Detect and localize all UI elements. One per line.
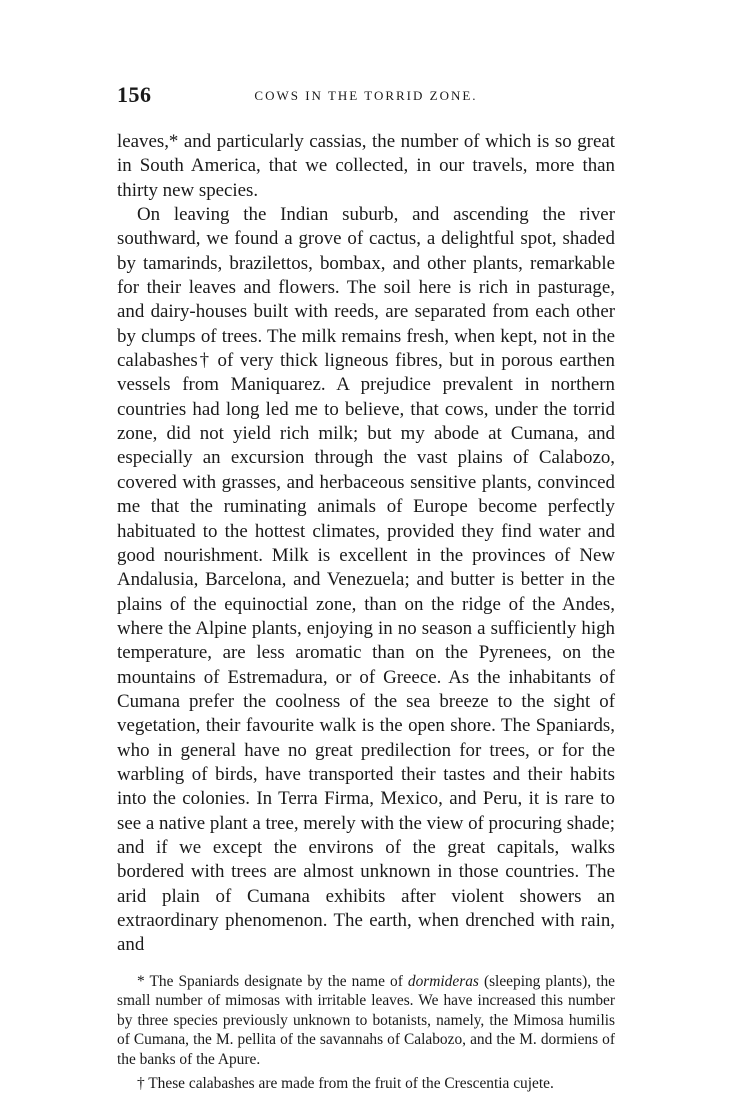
book-page [117,82,615,1093]
page-number: 156 [117,82,152,107]
footnotes [117,972,615,1093]
paragraph-cumana-milk: On leaving the Indian suburb, and ascending the river southward, we found a grove of cactus, a delightful spot, shaded by tamarinds, brazilettos, bombax, and other plants, remarkable for their leaves and flowers. The soil here is rich in pasturage, and dairy-houses built with reeds, are separated from each other by clumps of trees. The milk remains fresh, when kept, not in the calabashes† of very thick ligneous fibres, but in porous earthen vessels from Maniquarez. A prejudice prevalent in northern countries had long led me to believe, that cows, under the torrid zone, did not yield rich milk; but my abode at Cumana, and especially an excursion through the vast plains of Calabozo, covered with grasses, and herbaceous sensitive plants, convinced me that the ruminating animals of Europe become perfectly habituated to the hottest climates, provided they find water and good nourishment. Milk is excellent in the provinces of New Andalusia, Barcelona, and Venezuela; and butter is better in the plains of the equinoctial zone, than on the ridge of the Andes, where the Alpine plants, enjoying in no season a sufficiently high temperature, are less aromatic than on the Pyrenees, on the mountains of Estremadura, or of Greece. As the inhabitants of Cumana prefer the coolness of the sea breeze to the sight of vegetation, their favourite walk is the open shore. The Spaniards, who in general have no great predilection for trees, or for the warbling of birds, have transported their tastes and their habits into the colonies. In Terra Firma, Mexico, and Peru, it is rare to see a native plant a tree, merely with the view of procuring shade; and if we except the environs of the great capitals, walks bordered with trees are almost unknown in those countries. The arid plain of Cumana exhibits after violent showers an extraordinary phenomenon. The earth, when drenched with rain, and [117,204,615,956]
page-header [117,82,615,112]
footnote-dagger: † These calabashes are made from the fruit of the Crescentia cujete. [137,1074,554,1092]
running-head: COWS IN THE TORRID ZONE. [254,88,478,103]
footnote-asterisk [117,972,615,1070]
footnote-asterisk-text-2: (sleeping plants), the small number of mimosas with irritable leaves. We have increased this number by three species previously unknown to botanists, namely, the Mimosa humilis of Cumana, the M. pellita of the savannahs of Calabozo, and the M. dormiens of the banks of the Apure. [117,972,615,1069]
footnote-asterisk-italic: dormideras [407,972,479,990]
footnote-asterisk-text-1: * The Spaniards designate by the name of [137,972,408,990]
paragraph-continued: leaves,* and particularly cassias, the number of which is so great in South America, that we collected, in our travels, more than thirty new species. [117,131,615,201]
main-text [117,130,615,958]
